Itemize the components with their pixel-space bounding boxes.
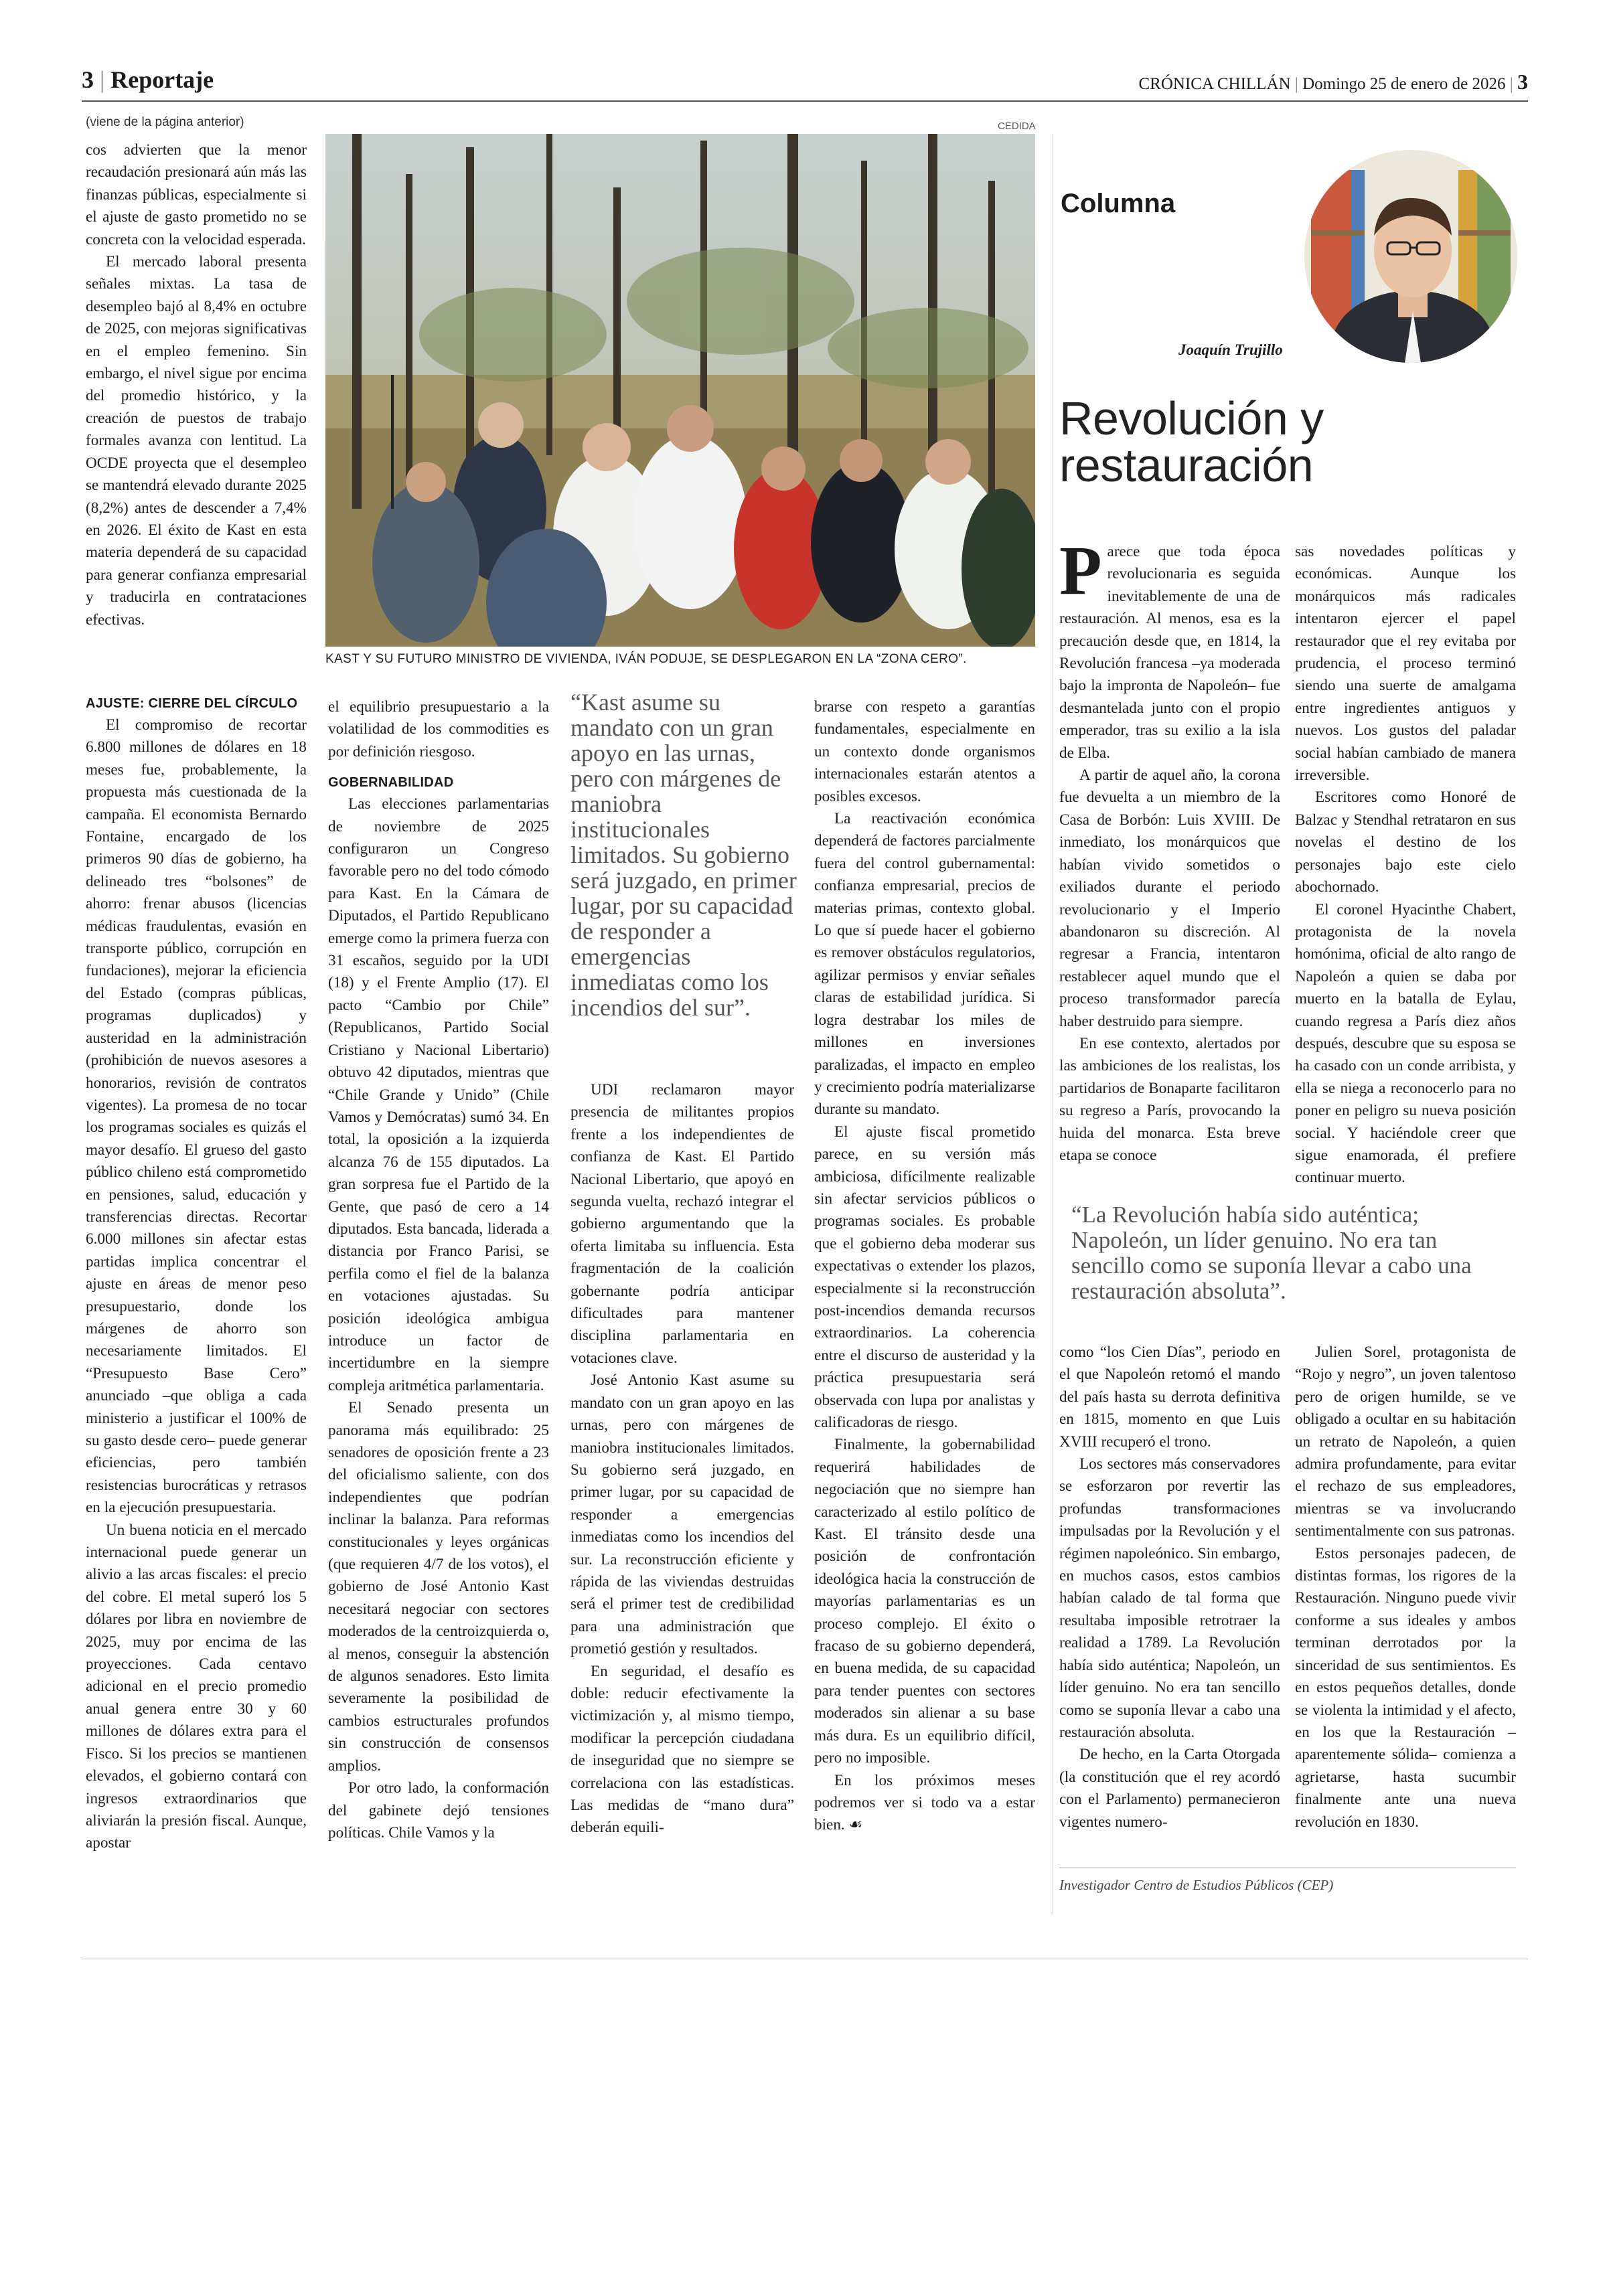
- photo-credit: CEDIDA: [998, 120, 1036, 132]
- column-a-paragraph-3: En ese contexto, alertados por las ambiciones de los realistas, los partidarios de Bonaparte facilitaron su regreso a París, provocando la huida del monarca. Esta breve etapa se conoce: [1059, 1034, 1280, 1164]
- column-col-c: [1059, 1341, 1280, 1833]
- issue-date: Domingo 25 de enero de 2026: [1302, 75, 1506, 93]
- column-pull-quote: “La Revolución había sido auténtica; Napoleón, un líder genuino. No era tan sencillo como se suponía llevar a cabo una restauración absoluta”.: [1071, 1202, 1472, 1304]
- column-c-paragraph-1: como “los Cien Días”, periodo en el que Napoleón retomó el mando del país hasta su derrota definitiva en 1815, momento en que Luis XVIII recuperó el trono.: [1059, 1343, 1280, 1451]
- column-b-paragraph-1: sas novedades políticas y económicas. Aunque los monárquicos más radicales intentaron ejercer el papel restaurador que el rey evitaba por prudencia, el proceso terminó siendo una suerte de amalgama entre ingredientes antiguos y nuevos. Los gustos del paladar social habían cambiado de manera irreversible.: [1295, 543, 1516, 785]
- subhead-ajuste: AJUSTE: CIERRE DEL CÍRCULO: [86, 696, 298, 711]
- column-col-b: [1295, 541, 1516, 1190]
- column-author: Joaquín Trujillo: [1178, 341, 1283, 358]
- column-title-line-2: restauración: [1059, 439, 1314, 491]
- author-photo: [1304, 150, 1517, 363]
- col4-paragraph-2: La reactivación económica dependerá de factores parcialmente fuera del control gubernamental: confianza empresarial, precios de materias primas, contexto global. Lo que sí puede hacer el gobierno es remover obstáculos regulatorios, agilizar permisos y enviar señales claras de estabilidad jurídica. Si logra destrabar los miles de millones en inversiones paralizadas, el impacto en empleo y crecimiento podría materializarse durante su mandato.: [814, 810, 1035, 1119]
- col2-paragraph-1: Las elecciones parlamentarias de noviembre de 2025 configuraron un Congreso favorable pero no del todo cómodo para Kast. En la Cámara de Diputados, el Partido Republicano emerge como la primera fuerza con 31 escaños, seguido por la UDI (18) y el Frente Amplio (17). El pacto “Cambio por Chile” (Republicanos, Partido Social Cristiano y Nacional Libertario) obtuvo 42 diputados, mientras que “Chile Grande y Unido” (Chile Vamos y Demócratas) sumó 34. En total, la oposición a la izquierda alcanza 76 de 155 diputados. La gran sorpresa fue el Partido de la Gente, que pasó de cero a 14 diputados. Esta bancada, liderada a distancia por Franco Parisi, se perfila como el fiel de la balanza en votaciones ajustadas. Su posición ideológica ambigua introduce un factor de incertidumbre en la siempre compleja aritmética parlamentaria.: [328, 795, 549, 1394]
- section-name: Reportaje: [110, 66, 214, 93]
- photo-caption: KAST Y SU FUTURO MINISTRO DE VIVIENDA, IVÁN PODUJE, SE DESPLEGARON EN LA “ZONA CERO”.: [325, 652, 967, 666]
- report-col-3: [570, 1079, 794, 1839]
- col4-paragraph-4: Finalmente, la gobernabilidad requerirá habilidades de negociación que no siempre han caracterizado al estilo político de Kast. El tránsito desde una posición de confrontación ideológica hacia la construcción de mayorías parlamentarias es un proceso complejo. El éxito o fracaso de su gobierno dependerá, en buena medida, de su capacidad para tender puentes con sectores moderados sin alienar a su base más dura. Es un equilibrio difícil, pero no imposible.: [814, 1436, 1035, 1767]
- report-col-4: [814, 696, 1035, 1837]
- report-intro: [86, 139, 307, 631]
- intro-paragraph-2: El mercado laboral presenta señales mixtas. La tasa de desempleo bajó al 8,4% en octubre de 2025, con mejoras significativas en el empleo femenino. Sin embargo, el nivel sigue por encima del promedio histórico, y la creación de puestos de trabajo formales avanza con lentitud. La OCDE proyecta que el desempleo se mantendrá elevado durante 2025 (8,2%) antes de descender a 7,4% en 2026. El éxito de Kast en esta materia dependerá de su capacidad para generar confianza empresarial y traducirla en contrataciones efectivas.: [86, 253, 307, 629]
- column-c-paragraph-3: De hecho, en la Carta Otorgada (la constitución que el rey acordó con el Parlamento) permanecieron vigentes numero-: [1059, 1746, 1280, 1831]
- col1-paragraph-2: Un buena noticia en el mercado internacional puede generar un alivio a las arcas fiscales: el precio del cobre. El metal superó los 5 dólares por libra en noviembre de 2025, muy por encima de las proyecciones. Cada centavo adicional en el precio promedio anual genera entre 30 y 60 millones de dólares extra para el Fisco. Si los precios se mantienen elevados, el gobierno contará con ingresos extraordinarios que aliviarán la presión fiscal. Aunque, apostar: [86, 1521, 307, 1852]
- col2-lead: el equilibrio presupuestario a la volatilidad de los commodities es por definición riesgoso.: [328, 698, 549, 760]
- column-label: Columna: [1061, 189, 1176, 218]
- column-b-paragraph-3: El coronel Hyacinthe Chabert, protagonista de la novela homónima, oficial de alto rango de Napoleón a quien se daba por muerto en la batalla de Eylau, cuando regresa a París diez años después, descubre que su esposa se ha casado con un conde arribista, y ella se niega a reconocerlo para no poner en peligro su nueva posición social. Y haciéndole creer que sigue enamorada, él prefiere continuar muerto.: [1295, 900, 1516, 1187]
- column-a-first-text: arece que toda época revolucionaria es seguida inevitablemente de una de restauración. Al menos, esa es la precaución desde que, en 1814, la Revolución francesa –ya moderada bajo la impronta de Napoleón– fue desmantelada junto con el propio emperador, tras su exilio a la isla de Elba.: [1059, 543, 1280, 762]
- col4-paragraph-5: [814, 1770, 1035, 1837]
- col3-paragraph-1: UDI reclamaron mayor presencia de militantes propios frente a los independientes de confianza de Kast. El Partido Nacional Libertario, que apoyó en segunda vuelta, rechazó integrar el gobierno argumentando que la oferta limitaba su influencia. Esta fragmentación de la coalición gobernante podría anticipar dificultades para mantener disciplina parlamentaria en votaciones clave.: [570, 1081, 794, 1367]
- photo-scene: [325, 134, 1035, 647]
- column-d-paragraph-1: Julien Sorel, protagonista de “Rojo y negro”, un joven talentoso pero de origen humilde, se ve obligado a ocultar en su habitación un retrato de Napoleón, a quien admira profundamente, para evitar el rechazo de sus empleadores, mientras se va involucrando sentimentalmente con sus patronas.: [1295, 1343, 1516, 1540]
- page-number-right: 3: [1517, 70, 1528, 94]
- page-header: [82, 64, 1528, 98]
- column-b-paragraph-2: Escritores como Honoré de Balzac y Stendhal retrataron en sus novelas el destino de los personajes bajo este cielo abochornado.: [1295, 789, 1516, 896]
- report-col-2: [328, 696, 549, 1844]
- col1-paragraph-1: El compromiso de recortar 6.800 millones de dólares en 18 meses fue, probablemente, la propuesta más cuestionada de la campaña. El economista Bernardo Fontaine, encargado de los primeros 90 días de gobierno, ha delineado tres “bolsones” de ahorro: frenar abusos (licencias médicas fraudulentas, evasión en transporte público, corrupción en fundaciones), mejorar la eficiencia del Estado (compras públicas, programas duplicados) y austeridad en la administración (prohibición de nuevos asesores a honorarios, revisión de contratos vigentes). La promesa de no tocar los programas sociales es quizás el mayor desafío. El grueso del gasto público chileno está comprometido en pensiones, salud, educación y transferencias directas. Recortar 6.000 millones sin afectar estas partidas implica concentrar el ajuste en áreas de menor peso presupuestario, donde los márgenes de ahorro son necesariamente limitados. El “Presupuesto Base Cero” anunciado –que obliga a cada ministerio a justificar el 100% de su gasto desde cero– puede generar eficiencias, pero también resistencias burocráticas y retrasos en la ejecución presupuestaria.: [86, 716, 307, 1517]
- col4-closing-text: En los próximos meses podremos ver si todo va a estar bien.: [814, 1771, 1035, 1834]
- column-a-paragraph-2: A partir de aquel año, la corona fue devuelta a un miembro de la Casa de Borbón: Luis XVIII. De inmediato, los monárquicos que habían vivido sometidos o exiliados durante el periodo revolucionario y el Imperio abandonaron su discreción. Al regresar a Francia, intentaron restablecer aquel mundo que el proceso transformador parecía haber destruido para siempre.: [1059, 766, 1280, 1030]
- col4-paragraph-3: El ajuste fiscal prometido parece, en su versión más ambiciosa, difícilmente realizable sin afectar servicios públicos o programas sociales. Es probable que el gobierno deba moderar sus expectativas o extender los plazos, especialmente si la reconstrucción post-incendios demanda recursos extraordinarios. La coherencia entre el discurso de austeridad y la práctica presupuestaria será observada con lupa por analistas y calificadoras de riesgo.: [814, 1123, 1035, 1431]
- end-mark: ☙: [848, 1816, 863, 1834]
- news-photo: [325, 134, 1035, 647]
- publication-name: CRÓNICA CHILLÁN: [1138, 75, 1291, 93]
- col4-paragraph-1: brarse con respeto a garantías fundamentales, especialmente en un contexto donde organismos internacionales estarán atentos a posibles excesos.: [814, 698, 1035, 805]
- header-left: 3 | Reportaje: [82, 66, 214, 93]
- column-c-paragraph-2: Los sectores más conservadores se esforzaron por revertir las profundas transformaciones impulsadas por la Revolución y el régimen napoleónico. Sin embargo, en muchos casos, estos cambios habían calado de tal forma que resultaba imposible retrotraer la realidad a 1789. La Revolución había sido auténtica; Napoleón, un líder genuino. No era tan sencillo como se suponía llevar a cabo una restauración absoluta.: [1059, 1455, 1280, 1741]
- subhead-gobernabilidad: GOBERNABILIDAD: [328, 775, 454, 791]
- column-a-paragraph-1: [1059, 532, 1280, 764]
- col2-paragraph-3: Por otro lado, la conformación del gabinete dejó tensiones políticas. Chile Vamos y la: [328, 1779, 549, 1841]
- col3-paragraph-3: En seguridad, el desafío es doble: reducir efectivamente la victimización y, al mismo tiempo, modificar la percepción ciudadana de inseguridad que no siempre se correlaciona con las estadísticas. Las medidas de “mano dura” deberán equili-: [570, 1662, 794, 1837]
- header-right: CRÓNICA CHILLÁN | Domingo 25 de enero de 2026 | 3: [1138, 70, 1528, 94]
- column-title-line-1: Revolución y: [1059, 392, 1324, 444]
- column-col-a: [1059, 532, 1280, 1167]
- header-rule: [82, 100, 1528, 102]
- col3-paragraph-2: José Antonio Kast asume su mandato con un gran apoyo en las urnas, pero con márgenes de maniobra institucionales limitados. Su gobierno será juzgado, en primer lugar, por su capacidad de responder a emergencias inmediatas como los incendios del sur. La reconstrucción eficiente y rápida de las viviendas destruidas será el primer test de credibilidad para una administración que prometió gestión y resultados.: [570, 1372, 794, 1658]
- author-affiliation: Investigador Centro de Estudios Públicos (CEP): [1059, 1877, 1334, 1893]
- drop-cap: P: [1059, 532, 1102, 609]
- author-portrait: [1304, 150, 1517, 363]
- continued-note: (viene de la página anterior): [86, 115, 244, 129]
- page-number-left: 3: [82, 66, 94, 93]
- col2-paragraph-2: El Senado presenta un panorama más equilibrado: 25 senadores de oposición frente a 23 del oficialismo saliente, con dos independientes que podrían inclinar la balanza. Para reformas constitucionales y leyes orgánicas (que requieren 4/7 de los votos), el gobierno de José Antonio Kast necesitará negociar con sectores moderados de la centroizquierda o, al menos, conseguir la abstención de algunos senadores. Esto limita severamente la posibilidad de cambios estructurales profundos sin construcción de consensos amplios.: [328, 1399, 549, 1775]
- report-col-1: [86, 696, 307, 1855]
- intro-paragraph-1: cos advierten que la menor recaudación presionará aún más las finanzas públicas, especialmente si el ajuste de gasto prometido no se concreta con la velocidad esperada.: [86, 141, 307, 248]
- column-title: [1059, 392, 1515, 491]
- column-col-d: [1295, 1341, 1516, 1833]
- column-d-paragraph-2: Estos personajes padecen, de distintas formas, los rigores de la Restauración. Ninguno puede vivir conforme a sus ideales y ambos terminan derrotados por la sinceridad de sus sentimientos. Es en estos pequeños detalles, donde se violenta la intimidad y el afecto, en los que la Restauración –aparentemente sólida– comienza a agrietarse, hasta sucumbir finalmente ante una nueva revolución en 1830.: [1295, 1544, 1516, 1831]
- report-pull-quote: “Kast asume su mandato con un gran apoyo en las urnas, pero con márgenes de maniobra institucionales limitados. Su gobierno será juzgado, en primer lugar, por su capacidad de responder a emergencias inmediatas como los incendios del sur”.: [570, 689, 797, 1021]
